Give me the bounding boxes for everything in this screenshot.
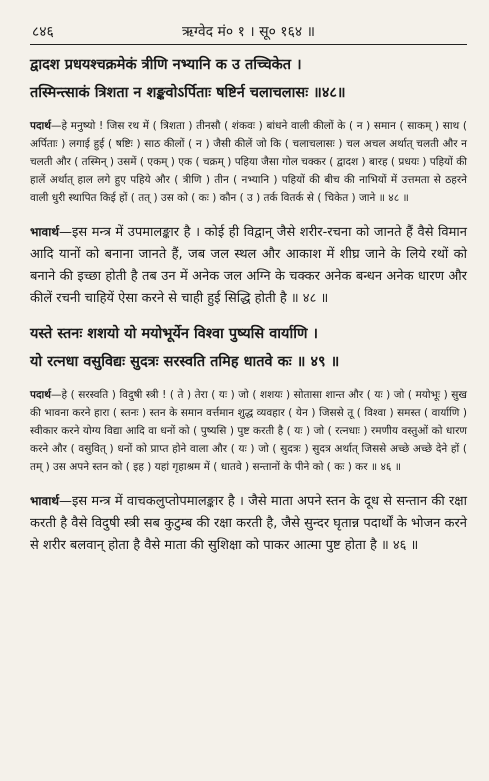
mantra-49-line-1: यस्ते स्तनः शशयो यो मयोभूर्येन विश्वा पुष्यसि वार्याणि । — [30, 325, 318, 342]
page-number: ८४६ — [32, 24, 54, 40]
padartha-48-lead: पदार्थ — [30, 120, 51, 132]
padartha-49-text: —हे ( सरस्वति ) विदुषी स्त्री ! ( ते ) तेरा ( यः ) जो ( शशयः ) सोतासा शान्त और ( यः ) जो ( मयोभूः ) सुख की भावना करने हारा ( स्तनः ) स्तन के समान वर्त्तमान शुद्ध व्यवहार ( येन ) जिससे तू ( विश्वा ) समस्त ( वार्याणि ) स्वीकार करने योग्य विद्या आदि वा धनों को ( पुष्यसि ) पुष्ट करती है ( यः ) जो ( रत्नधाः ) रमणीय वस्तुओं को धारण करने और ( वसुवित् ) धनों को प्राप्त होने वाला और ( यः ) जो ( सुदत्रः ) सुदत्र अर्थात् जिससे अच्छे अच्छे देने हों ( तम् ) उस अपने स्तन को ( इह ) यहां गृहाश्रम में ( धातवे ) सन्तानों के पीने को ( कः ) कर ॥ ४६ ॥ — [30, 389, 467, 473]
bhavartha-48-text: —इस मन्त्र में उपमालङ्कार है । कोई ही विद्वान् जैसे शरीर-रचना को जानते हैं वैसे विमान आदि यानों को बनाना जानते हैं, जब जल स्थल और आकाश में शीघ्र जाने के लिये रथों को बनाने की इच्छा होती है तब उन में अनेक जल अग्नि के चक्कर अनेक बन्धन अनेक धारण और कीलें रचनी चाहियें ऐसा करने से चाही हुई सिद्धि होती है ॥ ४८ ॥ — [30, 225, 467, 306]
mantra-49-line-2: यो रत्नधा वसुविद्यः सुदत्रः सरस्वति तमिह धातवे कः ॥ ४९ ॥ — [30, 353, 340, 370]
mantra-48-line-2: तस्मिन्त्साकं त्रिशता न शङ्कवोऽर्पिताः षष्टिर्न चलाचलासः ॥४८॥ — [30, 84, 346, 101]
bhavartha-48 — [30, 221, 467, 310]
padartha-49-lead: पदार्थ — [30, 389, 51, 401]
bhavartha-49-lead: भावार्थ — [30, 494, 59, 508]
padartha-48-text: —हे मनुष्यो ! जिस रथ में ( त्रिशता ) तीनसौ ( शंकवः ) बांधने वाली कीलों के ( न ) समान ( साकम् ) साथ ( अर्पिताः ) लगाई हुई ( षष्टिः ) साठ कीलों ( न ) जैसी कीलें जो कि ( चलाचलासः ) चल अचल अर्थात् चलती और न चलती और ( तस्मिन् ) उसमें ( एकम् ) एक ( चक्रम् ) पहिया जैसा गोल चक्कर ( द्वादश ) बारह ( प्रधयः ) पहियों की हालें अर्थात् हाल लगे हुए पहिये और ( त्रीणि ) तीन ( नभ्यानि ) पहियों की बीच की नाभियों में उत्तमता से ठहरने वाली धुरी स्थापित किई हों ( तत् ) उस को ( कः ) कौन ( उ ) तर्क वितर्क से ( चिकेत ) जाने ॥ ४८ ॥ — [30, 120, 467, 204]
bhavartha-49-text: —इस मन्त्र में वाचकलुप्तोपमालङ्कार है । जैसे माता अपने स्तन के दूध से सन्तान की रक्षा करती है वैसे विदुषी स्त्री सब कुटुम्ब की रक्षा करती है, जैसे सुन्दर घृतान्न पदार्थों के भोजन करने से शरीर बलवान् होता है वैसे माता की सुशिक्षा को पाकर आत्मा पुष्ट होता है ॥ ४६ ॥ — [30, 494, 467, 553]
page-header — [30, 22, 467, 44]
padartha-48 — [30, 117, 467, 207]
running-title: ऋग्वेद मं० १ । सू० १६४ ॥ — [181, 24, 315, 40]
mantra-48-line-1: द्वादश प्रधयश्चक्रमेकं त्रीणि नभ्यानि क उ तच्चिकेत । — [30, 56, 302, 73]
bhavartha-48-lead: भावार्थ — [30, 225, 59, 239]
bhavartha-49 — [30, 490, 467, 557]
padartha-49 — [30, 386, 467, 476]
header-rule — [30, 44, 467, 45]
